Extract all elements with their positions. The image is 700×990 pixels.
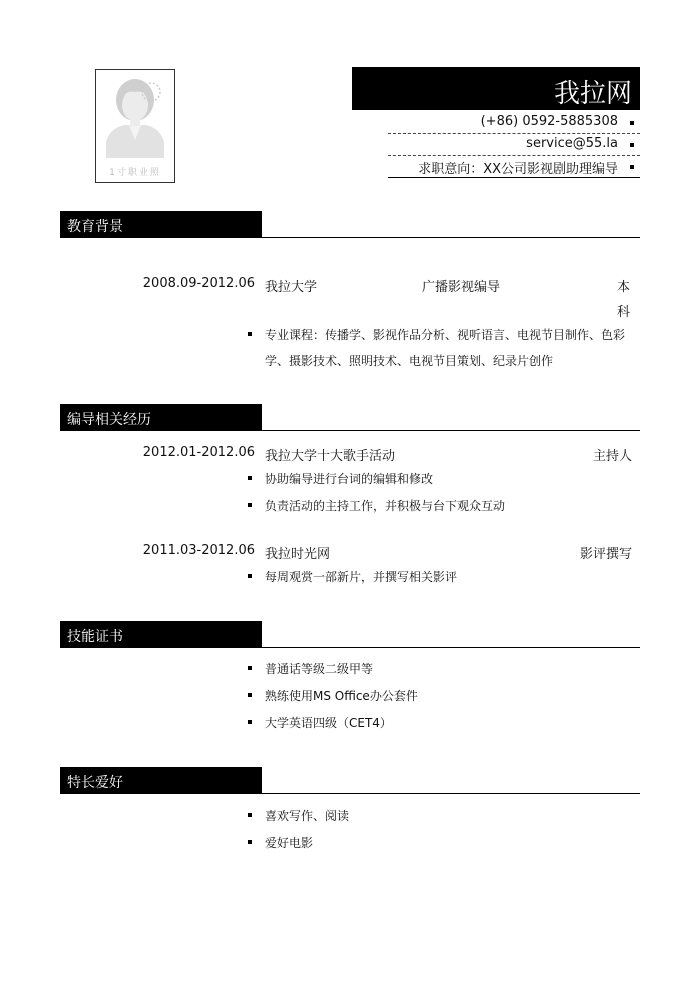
phone-number: (+86) 0592-5885308	[480, 114, 618, 129]
candidate-name: 我拉网	[553, 79, 632, 109]
list-item	[248, 830, 638, 856]
list-item	[248, 803, 638, 829]
experience-org: 我拉大学十大歌手活动	[265, 449, 396, 464]
section-header-hobbies	[60, 767, 262, 794]
square-bullet-icon	[248, 503, 252, 507]
list-item-text: 喜欢写作、阅读	[265, 809, 350, 823]
list-item-text: 每周观赏一部新片，并撰写相关影评	[265, 570, 458, 584]
list-item-text: 协助编导进行台词的编辑和修改	[265, 472, 434, 486]
section-header-education	[60, 211, 262, 238]
degree-line-1: 本	[617, 280, 631, 295]
list-item	[248, 466, 638, 492]
name-banner	[352, 67, 640, 110]
list-item	[248, 493, 638, 519]
course-list-item	[248, 322, 638, 374]
square-bullet-icon	[248, 813, 252, 817]
course-line-1: 专业课程：传播学、影视作品分析、视听语言、电视节目制作、色彩	[265, 328, 626, 342]
square-bullet-icon	[630, 143, 634, 147]
experience-role: 影评撰写	[580, 547, 633, 562]
objective-row	[388, 155, 640, 178]
list-item-text: 爱好电影	[265, 836, 314, 850]
school-name: 我拉大学	[265, 280, 318, 295]
course-line-2: 学、摄影技术、照明技术、电视节目策划、纪录片创作	[265, 354, 554, 368]
square-bullet-icon	[248, 840, 252, 844]
experience-date: 2011.03-2012.06	[142, 543, 255, 558]
section-header-experience	[60, 404, 262, 431]
experience-date: 2012.01-2012.06	[142, 445, 255, 460]
section-divider	[262, 793, 640, 794]
square-bullet-icon	[248, 476, 252, 480]
square-bullet-icon	[630, 165, 634, 169]
phone-row	[388, 111, 640, 134]
section-title: 技能证书	[67, 629, 123, 645]
email-row	[388, 133, 640, 156]
section-title: 特长爱好	[67, 775, 123, 791]
section-divider	[262, 647, 640, 648]
square-bullet-icon	[630, 121, 634, 125]
list-item-text: 大学英语四级（CET4）	[265, 716, 392, 730]
section-title: 编导相关经历	[67, 412, 151, 428]
list-item	[248, 710, 638, 736]
list-item-text: 普通话等级二级甲等	[265, 662, 374, 676]
degree-line-2: 科	[617, 305, 631, 320]
email-address: service@55.la	[526, 136, 618, 151]
section-divider	[262, 430, 640, 431]
education-date: 2008.09-2012.06	[142, 276, 255, 291]
profile-photo	[95, 69, 175, 183]
list-item-text: 负责活动的主持工作，并积极与台下观众互动	[265, 499, 506, 513]
square-bullet-icon	[248, 574, 252, 578]
square-bullet-icon	[248, 693, 252, 697]
list-item-text: 熟练使用MS Office办公套件	[265, 689, 418, 703]
square-bullet-icon	[248, 666, 252, 670]
section-title: 教育背景	[67, 219, 123, 235]
job-objective: 求职意向：XX公司影视剧助理编导	[418, 162, 618, 177]
square-bullet-icon	[248, 332, 252, 336]
major: 广播影视编导	[422, 280, 501, 295]
list-item	[248, 564, 638, 590]
experience-role: 主持人	[593, 449, 633, 464]
photo-caption: 1寸职业照	[109, 168, 161, 178]
experience-org: 我拉时光网	[265, 547, 331, 562]
list-item	[248, 683, 638, 709]
list-item	[248, 656, 638, 682]
section-divider	[262, 237, 640, 238]
section-header-skills	[60, 621, 262, 648]
square-bullet-icon	[248, 720, 252, 724]
